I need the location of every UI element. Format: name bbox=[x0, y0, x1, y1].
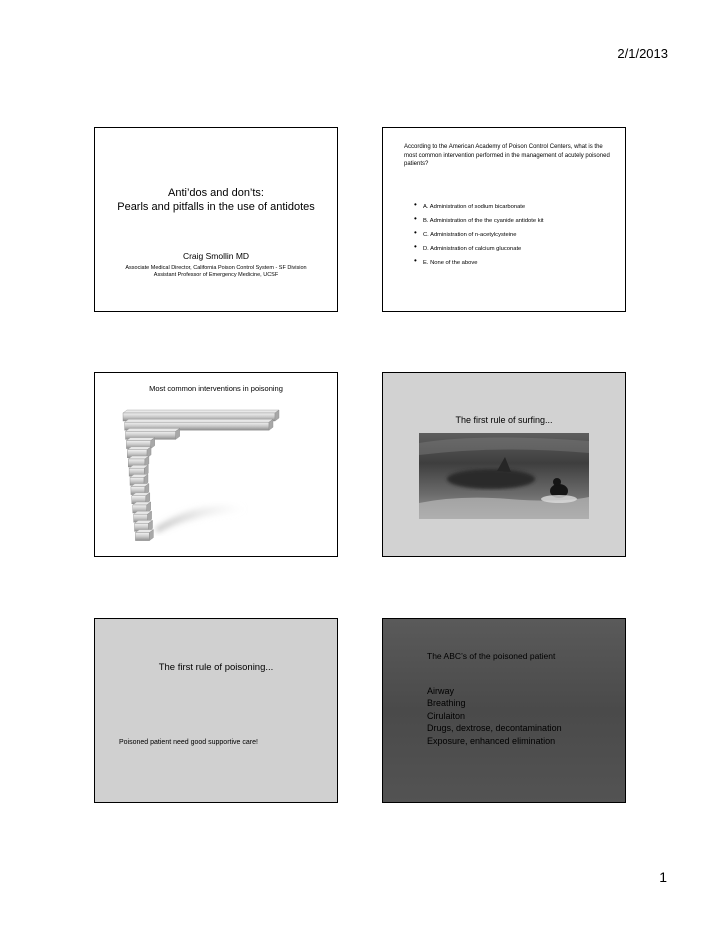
slide-poisoning-rule bbox=[94, 618, 338, 803]
slide-body-text: Poisoned patient need good supportive care! bbox=[119, 739, 258, 746]
answer-option: • A. Administration of sodium bicarbonate bbox=[414, 200, 526, 210]
slide-title bbox=[94, 127, 338, 312]
bullet-icon: • bbox=[414, 214, 417, 223]
slide-surfing bbox=[382, 372, 626, 557]
slide-title-heading bbox=[95, 186, 337, 214]
answer-option: • C. Administration of n-acetylcysteine bbox=[414, 228, 517, 238]
chart-title: Most common interventions in poisoning bbox=[149, 384, 283, 393]
list-item: Cirulaiton bbox=[427, 710, 466, 721]
slide-question bbox=[382, 127, 626, 312]
affiliation-line-1: Associate Medical Director, California Poison Control System - SF Division bbox=[125, 265, 307, 271]
answer-option: • D. Administration of calcium gluconate bbox=[414, 242, 522, 252]
title-line-1: Anti’dos and don’ts: bbox=[167, 187, 264, 199]
affiliation-line-2: Assistant Professor of Emergency Medicine, UCSF bbox=[153, 272, 279, 278]
list-item: Breathing bbox=[427, 698, 466, 709]
slide-heading: The first rule of surfing... bbox=[455, 415, 553, 425]
answer-options bbox=[414, 200, 544, 273]
slide-heading: The first rule of poisoning... bbox=[158, 662, 274, 673]
abc-list bbox=[427, 685, 562, 747]
author-name: Craig Smollin MD bbox=[182, 251, 250, 261]
bar-chart bbox=[95, 373, 338, 557]
slide-chart bbox=[94, 372, 338, 557]
page-date: 2/1/2013 bbox=[617, 46, 668, 61]
chart-bar bbox=[135, 530, 153, 541]
list-item: Exposure, enhanced elimination bbox=[427, 735, 556, 746]
bullet-icon: • bbox=[414, 256, 417, 265]
answer-option: • B. Administration of the the cyanide antidote kit bbox=[414, 214, 544, 224]
title-line-2: Pearls and pitfalls in the use of antidotes bbox=[117, 201, 315, 213]
list-item: Drugs, dextrose, decontamination bbox=[427, 723, 562, 734]
answer-option: • E. None of the above bbox=[414, 256, 478, 266]
shark-silhouette bbox=[447, 469, 535, 489]
slide-heading: The ABC’s of the poisoned patient bbox=[427, 651, 556, 661]
bullet-icon: • bbox=[414, 242, 417, 251]
bullet-icon: • bbox=[414, 200, 417, 209]
bullet-icon: • bbox=[414, 228, 417, 237]
list-item: Airway bbox=[427, 686, 455, 696]
surfing-photo bbox=[419, 433, 589, 519]
page-number: 1 bbox=[659, 869, 667, 885]
bar-shadow bbox=[155, 504, 245, 533]
slide-abcs bbox=[382, 618, 626, 803]
question-text: According to the American Academy of Poison Control Centers, what is the most common intervention performed in the management of acutely poisoned patients? bbox=[404, 144, 610, 167]
